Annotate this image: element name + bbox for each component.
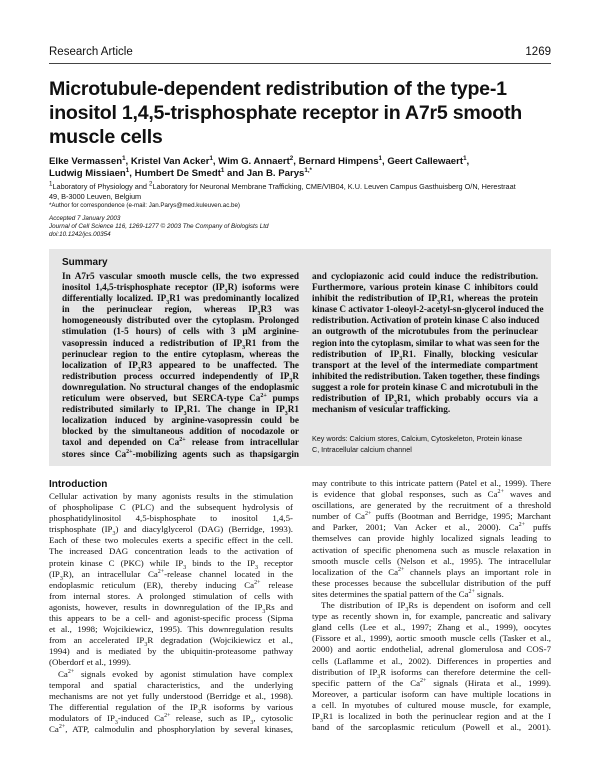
text-line: The increased DAG concentration leads to the activation of <box>49 546 293 557</box>
text-line: sites determines the spatial pattern of the $Ca^{2+}$ signals. <box>312 588 504 599</box>
text-line: transport at the level of the intermediate compartment <box>312 359 538 370</box>
text-line: stimulation (1-5 hours) of cells with 3 μM arginine- <box>62 326 299 337</box>
text-line: these processes because the subcellular distribution of the puff <box>312 577 551 588</box>
publication-meta <box>49 215 349 239</box>
text-line: band of the sarcoplasmic reticulum (Powell et al., 2001). <box>312 722 551 733</box>
text-line: Each of these two molecules exerts a specific effect in the cell. <box>49 535 293 546</box>
author-name: Wim G. Annaert <box>218 156 290 167</box>
text-line: a cell. In myotubes of cultured mouse muscle, for example, <box>312 699 551 710</box>
text-line: (Fissore et al., 1999), aortic smooth muscle cells (Tasker et al., <box>312 633 551 644</box>
summary-left-column <box>62 271 299 460</box>
author-affiliation-mark: 1 <box>125 167 130 175</box>
text-line: of phospholipase C (PLC) and the subsequent hydrolysis of <box>49 502 293 513</box>
author-name: Elke Vermassen <box>49 156 123 167</box>
section-label: Research Article <box>49 46 133 58</box>
text-line: 2000) and aortic endothelial, adrenal glomerulosa and COS-7 <box>312 644 551 655</box>
author-separator: , <box>212 156 219 167</box>
introduction-right-column <box>312 478 551 733</box>
author-list <box>49 156 559 181</box>
text-line: inhibited the redistribution. Taken together, these findings <box>312 370 540 381</box>
text-line: In A7r5 vascular smooth muscle cells, the two expressed <box>62 271 299 281</box>
text-line: may contribute to this intricate pattern (Patel et al., 1999). There <box>312 478 551 488</box>
text-line: distribution of $IP_3R$ isoforms can therefore determine the cell- <box>312 666 551 680</box>
author-affiliation-mark: 1 <box>122 154 126 162</box>
text-line: agonists, however, results in downregulation of the $IP_3Rs$ and <box>49 601 293 615</box>
author-name: Bernard Himpens <box>298 156 379 167</box>
text-line: region into the cytoplasm, similar to what was seen for the <box>312 337 540 348</box>
author-line <box>49 168 559 180</box>
author-separator: , <box>293 156 299 167</box>
text-line: stores since $Ca^{2+}$-mobilizing agents such as thapsigargin <box>62 448 300 459</box>
text-line: type as recently shown in, for example, pancreatic and salivary <box>312 611 551 622</box>
text-line: homogeneously distributed over the cytoplasm. Prolonged <box>62 315 299 326</box>
journal-citation: Journal of Cell Science 116, 1269-1277 © 2003 The Company of Biologists Ltd <box>49 223 269 230</box>
text-line: from internal stores. A prolonged stimulation of cells with <box>49 590 293 601</box>
author-affiliation-mark: 1 <box>463 154 467 162</box>
text-line: $(IP_3R)$, an intracellular $Ca^{2+}$-release channel located in the <box>49 568 293 582</box>
text-line: number of $Ca^{2+}$ puffs (Bootman and Berridge, 1995; Marchant <box>312 511 551 522</box>
text-line: redistributed similarly to $IP_3R1$. The change in $IP_3R1$ <box>62 404 299 417</box>
author-affiliation-mark: 2 <box>289 154 294 162</box>
text-line: is evidence that global responses, such as $Ca^{2+}$ waves and <box>312 489 551 500</box>
page-number: 1269 <box>525 46 551 58</box>
text-line: localization of the $Ca^{2+}$ channels plays an important role in <box>312 566 551 577</box>
text-line: redistribution of $IP_3R1$, which probably occurs via a <box>312 393 539 406</box>
text-line: downregulation. No structural changes of the endoplasmic <box>62 381 299 392</box>
introduction-left-column <box>49 491 293 735</box>
text-line: oscillations, are generated by the recruitment of a threshold <box>312 500 551 511</box>
text-line: themselves can provide highly localized signals leading to <box>312 533 551 544</box>
text-line: Moreover, a particular isoform can have multiple locations in <box>312 688 551 699</box>
author-name: Geert Callewaert <box>387 156 464 167</box>
text-line: from an accelerated $IP_3R$ degradation (Wojcikiewicz et al., <box>49 635 293 648</box>
text-line: temporal and spatial characteristics, and the underlying <box>49 679 293 690</box>
author-separator: , <box>466 156 470 167</box>
title-line: Microtubule-dependent redistribution of the type-1 <box>49 78 507 100</box>
title-line: inositol 1,4,5-trisphosphate receptor in A7r5 smooth <box>49 102 522 124</box>
text-line: suggest a role for protein kinase C and microtubuli in the <box>312 381 538 392</box>
text-line: blocked by the simultaneous addition of nocodazole or <box>62 426 299 437</box>
text-line: endoplasmic reticulum (ER), thereby inducing $Ca^{2+}$ release <box>49 579 293 590</box>
text-line: gland cells (Lee et al., 1997; Zhang et al., 1999), oocytes <box>312 622 551 633</box>
author-separator: , <box>382 156 388 167</box>
text-line: redistribution of $IP_3R1$. Finally, blocking vesicular <box>312 348 539 362</box>
author-separator: , <box>129 168 135 180</box>
doi: doi:10.1242/jcs.00354 <box>49 231 111 238</box>
text-line: localization of $IP_3R3$ appeared to be unaffected. The <box>62 359 299 373</box>
text-line: kinase C activator 1-oleoyl-2-acetyl-sn-glycerol induced the <box>312 304 544 315</box>
text-line: 1994) and is mediated by the ubiquitin-proteasome pathway <box>49 646 293 657</box>
running-head <box>49 46 551 62</box>
text-line: redistribution process occurred independently of $IP_3R$ <box>62 370 299 384</box>
text-line: in the perinuclear region, whereas $IP_3R3$ was <box>62 304 299 318</box>
author-name: Kristel Van Acker <box>130 156 210 167</box>
text-line: et al., 1998; Wojcikiewicz, 1995). This downregulation results <box>49 624 293 635</box>
keywords-line: Key words: Calcium stores, Calcium, Cytoskeleton, Protein kinase <box>312 434 523 443</box>
text-line: trisphosphate $(IP_3)$ and diacylglycerol (DAG) (Berridge, 1993). <box>49 524 293 538</box>
keywords-line: C, Intracellular calcium channel <box>312 444 412 454</box>
correspondence-note: *Author for correspondence (e-mail: Jan.Parys@med.kuleuven.ac.be) <box>49 202 240 210</box>
text-line: $IP_3R1$ is localized in both the perinuclear region and at the I <box>312 710 551 724</box>
text-line: an outgrowth of the microtubules from the perinuclear <box>312 326 538 337</box>
text-line: (Oberdorf et al., 1999). <box>49 657 132 668</box>
text-line: Furthermore, various protein kinase C inhibitors could <box>312 282 538 293</box>
text-line: redistribution. Activation of protein kinase C also induced <box>312 315 540 326</box>
article-title <box>49 77 554 149</box>
text-line: mechanisms are not yet fully understood (Berridge et al., 1998). <box>49 690 293 701</box>
author-affiliation-mark: 1 <box>378 154 382 162</box>
author-separator: and <box>224 168 247 180</box>
author-affiliation-mark: 1,* <box>304 167 312 175</box>
title-line: muscle cells <box>49 126 163 148</box>
text-line: protein kinase C (PKC) while $IP_3$ binds to the $IP_3$ receptor <box>49 557 293 571</box>
text-line: differentially localized. $IP_3R1$ was predominantly localized <box>62 293 299 307</box>
author-name: Humbert De Smedt <box>134 168 221 180</box>
text-line: vasopressin induced a redistribution of $IP_3R1$ from the <box>62 337 299 351</box>
text-line: perinuclear region to the entire cytoplasm, whereas the <box>62 348 299 359</box>
text-line: smooth muscle cells (Nelson et al., 1995). The intracellular <box>312 555 551 566</box>
author-name: Jan B. Parys <box>246 168 305 180</box>
text-line: $Ca^{2+}$, ATP, calmodulin and phosphorylation by several kinases, <box>49 723 293 734</box>
keywords <box>312 434 540 455</box>
text-line: cells (Laflamme et al., 2002). Differences in properties and <box>312 655 551 666</box>
text-line: $Ca^{2+}$ signals evoked by agonist stimulation have complex <box>58 668 293 679</box>
accepted-date: Accepted 7 January 2003 <box>49 215 121 222</box>
affiliations <box>49 182 554 211</box>
summary-heading: Summary <box>62 257 108 268</box>
text-line: activation of specific phenomena such as muscle relaxation in <box>312 544 551 555</box>
affiliation-line: 49, B-3000 Leuven, Belgium <box>49 191 142 201</box>
text-line: inositol 1,4,5-trisphosphate receptor $(IP_3R)$ isoforms were <box>62 282 299 295</box>
text-line: this appears to be a cell- and agonist-specific process (Sipma <box>49 613 293 624</box>
text-line: phosphatidylinositol 4,5-bisphosphate to inositol 1,4,5- <box>49 513 293 524</box>
text-line: modulators of $IP_3$-induced $Ca^{2+}$ release, such as $IP_3$, cytosolic <box>49 712 293 726</box>
text-line: The differential regulation of the $IP_3R$ isoforms by various <box>49 701 293 715</box>
author-affiliation-mark: 1 <box>220 167 225 175</box>
author-affiliation-mark: 1 <box>209 154 213 162</box>
text-line: mechanism of vesicular trafficking. <box>312 404 451 415</box>
text-line: taxol and depended on $Ca^{2+}$ release from intracellular <box>62 437 299 448</box>
text-line: The distribution of $IP_3Rs$ is dependent on isoform and cell <box>321 600 551 613</box>
affiliation-line: $^1$Laboratory of Physiology and $^2$Laboratory for Neuronal Membrane Trafficking, CME/VIB04, K.U. Leuven Campus Gasthuisberg O/N, Herestraat <box>49 180 516 191</box>
text-line: and cyclopiazonic acid could induce the redistribution. <box>312 271 538 281</box>
header-rule <box>49 63 551 64</box>
summary-right-column <box>312 271 544 415</box>
introduction-heading: Introduction <box>49 479 108 490</box>
text-line: localization induced by arginine-vasopressin could be <box>62 415 299 426</box>
text-line: inhibit the redistribution of $IP_3R1$, whereas the protein <box>312 293 538 307</box>
text-line: and Parker, 2001; Van Acker et al., 2000). $Ca^{2+}$ puffs <box>312 522 552 533</box>
text-line: reticulum were observed, but SERCA-type $Ca^{2+}$ pumps <box>62 392 299 404</box>
author-separator: , <box>125 156 131 167</box>
author-name: Ludwig Missiaen <box>49 168 126 180</box>
text-line: Cellular activation by many agonists results in the stimulation <box>49 491 293 501</box>
text-line: specific pattern of the $Ca^{2+}$ signals (Hirata et al., 1999). <box>312 677 551 688</box>
